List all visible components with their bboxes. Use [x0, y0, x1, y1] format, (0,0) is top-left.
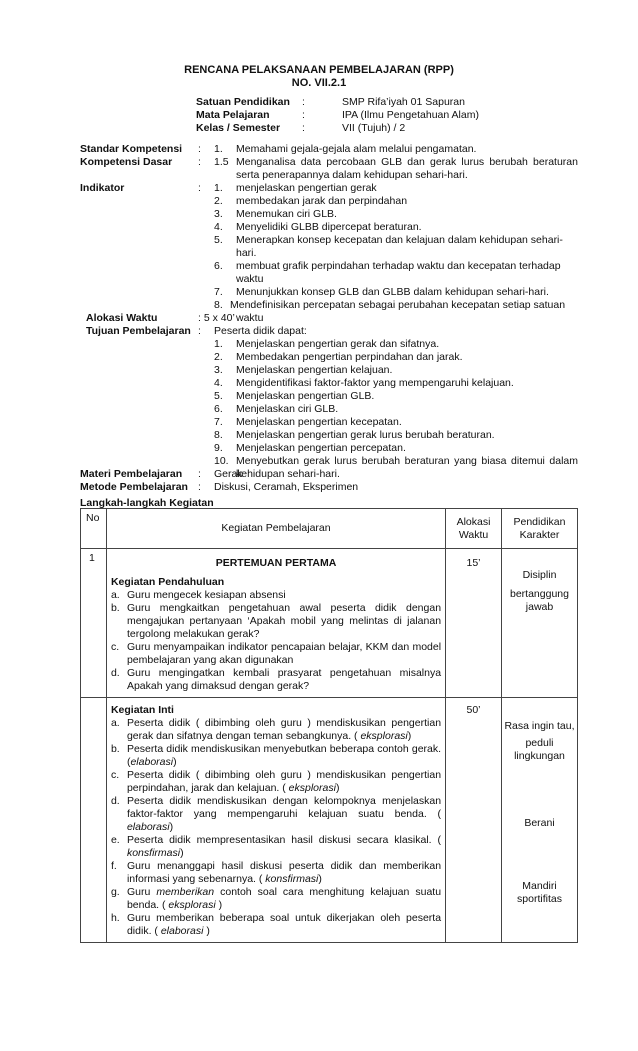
item-num: 9.	[214, 442, 223, 454]
item-marker: d.	[110, 667, 120, 679]
inti-time: 50’	[446, 698, 502, 943]
item-text-italic: eksplorasi	[360, 730, 408, 742]
item-num: 8.	[214, 429, 223, 441]
tujuan-item	[214, 455, 578, 481]
item-text-part: contoh soal cara menghitung kelajuan suatu benda. (	[126, 886, 442, 911]
item-num: 1.	[214, 338, 223, 350]
karakter-value: Rasa ingin tau,	[504, 720, 575, 732]
tujuan-item	[214, 416, 578, 429]
langkah-title: Langkah-langkah Kegiatan	[80, 497, 214, 509]
item-text-part: )	[407, 730, 412, 742]
materi-label: Materi Pembelajaran	[80, 468, 183, 480]
list-item	[111, 602, 441, 641]
item-text: Menyelidiki GLBB dipercepat beraturan.	[236, 221, 422, 233]
tujuan-item	[214, 429, 578, 442]
list-item	[111, 769, 441, 795]
list-item	[111, 834, 441, 860]
list-item	[111, 589, 441, 602]
header-no: No	[81, 509, 107, 549]
meta-sep: :	[302, 96, 305, 108]
document-number: NO. VII.2.1	[291, 77, 347, 89]
tujuan-item	[214, 442, 578, 455]
alokasi-label: Alokasi Waktu	[86, 312, 158, 324]
kompetensi-sep: :	[198, 156, 201, 168]
item-num: 6.	[214, 260, 223, 272]
item-text	[236, 455, 578, 481]
item-text-part: Guru	[126, 886, 151, 898]
indikator-list	[214, 182, 578, 325]
item-text-part: )	[335, 782, 340, 794]
item-num: 10.	[214, 455, 229, 467]
list-item	[111, 912, 441, 938]
item-text	[127, 860, 441, 886]
item-text: Menjelaskan pengertian GLB.	[236, 390, 375, 402]
meta-value-kelas: VII (Tujuh) / 2	[342, 122, 406, 134]
indikator-item	[214, 182, 578, 195]
item-text-part: )	[206, 925, 210, 937]
item-text: Menemukan ciri GLB.	[236, 208, 337, 220]
karakter-value: bertanggung jawab	[510, 588, 569, 613]
item-marker: g.	[110, 886, 120, 898]
item-text: Menunjukkan konsep GLB dan GLBB dalam kehidupan sehari-hari.	[236, 286, 549, 298]
item-text-italic: konsfirmasi	[126, 847, 181, 859]
pendahuluan-karakter	[501, 549, 577, 698]
tujuan-intro: Peserta didik dapat:	[214, 325, 307, 337]
item-text-part: )	[218, 899, 223, 911]
item-text	[127, 912, 441, 938]
list-item	[111, 886, 441, 912]
header-kegiatan: Kegiatan Pembelajaran	[106, 509, 445, 549]
item-text: Menjelaskan pengertian gerak lurus berubah beraturan.	[236, 429, 495, 441]
standar-label: Standar Kompetensi	[80, 143, 183, 155]
header-karakter: Pendidikan Karakter	[501, 509, 577, 549]
tujuan-label: Tujuan Pembelajaran	[86, 325, 191, 337]
item-text: membedakan jarak dan perpindahan	[236, 195, 408, 207]
item-marker: d.	[110, 795, 120, 807]
metode-sep: :	[198, 481, 201, 493]
indikator-label: Indikator	[80, 182, 125, 194]
inti-karakter	[501, 698, 577, 943]
item-text-part: Peserta didik mendiskusikan menyebutkan beberapa contoh gerak. (	[126, 743, 442, 768]
tujuan-item	[214, 338, 578, 351]
item-text	[236, 234, 578, 260]
karakter-value: Mandiri sportifitas	[517, 880, 562, 905]
item-text-line: Mendefinisikan percepatan sebagai perubahan kecepatan setiap satuan	[230, 299, 566, 311]
tujuan-item	[214, 351, 578, 364]
item-text-part: )	[169, 821, 174, 833]
tujuan-item	[214, 390, 578, 403]
indikator-item	[214, 260, 578, 286]
materi-value: Gerak	[214, 468, 243, 480]
pertemuan-title: PERTEMUAN PERTAMA	[215, 557, 337, 569]
item-text-line: waktu	[236, 312, 264, 324]
item-num: 2.	[214, 195, 223, 207]
item-text-italic: elaborasi	[126, 821, 170, 833]
inti-cell	[106, 698, 445, 943]
item-text-part: )	[173, 756, 177, 768]
item-text	[236, 260, 578, 286]
pendahuluan-cell	[106, 549, 445, 698]
table-header-row	[81, 509, 578, 549]
standar-sep: :	[198, 143, 201, 155]
meta-value-mapel: IPA (Ilmu Pengetahuan Alam)	[342, 109, 479, 121]
item-text-italic: elaborasi	[160, 925, 204, 937]
item-text: Menjelaskan pengertian percepatan.	[236, 442, 406, 454]
row-no-empty	[81, 698, 107, 943]
item-text-part: )	[180, 847, 184, 859]
item-text: menjelaskan pengertian gerak	[236, 182, 377, 194]
item-text: Mengidentifikasi faktor-faktor yang mempengaruhi kelajuan.	[236, 377, 514, 389]
metode-label: Metode Pembelajaran	[80, 481, 188, 493]
item-num: 8.	[214, 299, 223, 311]
tujuan-list	[214, 338, 578, 481]
item-text-italic: elaborasi	[130, 756, 174, 768]
item-marker: c.	[110, 769, 120, 781]
meta-label-kelas: Kelas / Semester	[196, 122, 281, 134]
standar-num: 1.	[214, 143, 223, 155]
item-marker: h.	[110, 912, 120, 924]
item-text: Guru mengecek kesiapan absensi	[126, 589, 286, 601]
item-text	[127, 795, 441, 834]
item-text-line: kehidupan sehari-hari.	[236, 468, 340, 480]
indikator-item	[214, 195, 578, 208]
item-text: Guru menyampaikan indikator pencapaian belajar, KKM dan model pembelajaran yang akan digunakan	[126, 641, 442, 666]
pendahuluan-time: 15’	[446, 549, 502, 698]
item-text: Menjelaskan pengertian gerak dan sifatnya.	[236, 338, 440, 350]
tujuan-item	[214, 403, 578, 416]
item-text	[127, 834, 441, 860]
item-text	[127, 886, 441, 912]
meta-label-mapel: Mata Pelajaran	[196, 109, 270, 121]
item-text: Menjelaskan pengertian kecepatan.	[236, 416, 402, 428]
item-text-part: Peserta didik mempresentasikan hasil diskusi secara klasikal. (	[126, 834, 442, 846]
item-text-line: hari.	[236, 247, 257, 259]
list-item	[111, 667, 441, 693]
list-item	[111, 795, 441, 834]
item-num: 1.	[214, 182, 223, 194]
item-text-part: Guru menanggapi hasil diskusi peserta didik dan memberikan informasi yang sebenarnya. (	[126, 860, 442, 885]
materi-sep: :	[198, 468, 201, 480]
table-row	[81, 698, 578, 943]
document-title: RENCANA PELAKSANAAN PEMBELAJARAN (RPP)	[184, 64, 454, 76]
item-marker: e.	[110, 834, 120, 846]
kompetensi-text-1: Menganalisa data percobaan GLB dan gerak lurus berubah beraturan	[236, 156, 578, 168]
kompetensi-label: Kompetensi Dasar	[80, 156, 173, 168]
indikator-item	[214, 234, 578, 260]
item-num: 5.	[214, 234, 223, 246]
item-marker: a.	[110, 589, 120, 601]
item-marker: f.	[110, 860, 117, 872]
item-num: 4.	[214, 221, 223, 233]
item-marker: c.	[110, 641, 120, 653]
item-text-part: )	[318, 873, 322, 885]
meta-value-satuan: SMP Rifa’iyah 01 Sapuran	[342, 96, 465, 108]
item-num: 5.	[214, 390, 223, 402]
list-item	[111, 743, 441, 769]
table-row	[81, 549, 578, 698]
karakter-value: peduli lingkungan	[514, 737, 565, 762]
item-text-line: Menerapkan konsep kecepatan dan kelajuan dalam kehidupan sehari-	[236, 234, 563, 246]
indikator-item	[214, 299, 578, 325]
item-text-line: Menyebutkan gerak lurus berubah beraturan yang biasa ditemui dalam	[236, 455, 578, 467]
item-num: 2.	[214, 351, 223, 363]
item-text: Menjelaskan ciri GLB.	[236, 403, 339, 415]
indikator-sep: :	[198, 182, 201, 194]
tujuan-item	[214, 364, 578, 377]
item-text-part: Peserta didik ( dibimbing oleh guru ) mendiskusikan pengertian gerak dan sifatnya dengan teman sebangkunya. (	[126, 717, 442, 742]
pendahuluan-title: Kegiatan Pendahuluan	[110, 576, 225, 588]
item-text: Guru mengingatkan kembali prasyarat pengetahuan misalnya Apakah yang dimaksud dengan gerak?	[126, 667, 442, 692]
item-text-line: membuat grafik perpindahan terhadap waktu dan kecepatan terhadap	[236, 260, 561, 272]
item-text	[127, 769, 441, 795]
item-text-italic: eksplorasi	[288, 782, 336, 794]
item-num: 4.	[214, 377, 223, 389]
item-text-part: Guru memberikan beberapa soal untuk dikerjakan oleh peserta didik. (	[126, 912, 442, 937]
item-text-italic: memberikan	[156, 886, 215, 898]
header-alokasi: Alokasi Waktu	[446, 509, 502, 549]
indikator-item	[214, 286, 578, 299]
item-marker: a.	[110, 717, 120, 729]
item-text-part: Peserta didik ( dibimbing oleh guru ) mendiskusikan pengertian perpindahan, jarak dan kelajuan. (	[126, 769, 442, 794]
item-text	[127, 743, 441, 769]
indikator-item	[214, 221, 578, 234]
alokasi-value: : 5 x 40’	[198, 312, 235, 324]
item-num: 7.	[214, 416, 223, 428]
inti-title: Kegiatan Inti	[110, 704, 174, 716]
meta-sep: :	[302, 109, 305, 121]
metode-value: Diskusi, Ceramah, Eksperimen	[214, 481, 359, 493]
item-text	[127, 717, 441, 743]
item-num: 6.	[214, 403, 223, 415]
item-text-line: waktu	[236, 273, 264, 285]
indikator-item	[214, 208, 578, 221]
item-marker: b.	[110, 743, 120, 755]
row-no: 1	[81, 549, 107, 698]
item-text: Membedakan pengertian perpindahan dan jarak.	[236, 351, 463, 363]
item-marker: b.	[110, 602, 120, 614]
karakter-value: Disiplin	[522, 569, 557, 581]
item-text	[230, 299, 578, 325]
kompetensi-text-2: serta penerapannya dalam kehidupan sehari-hari.	[236, 169, 468, 181]
item-text-part: Peserta didik mendiskusikan dengan kelompoknya menjelaskan faktor-faktor yang mempengaruhi kelajuan suatu benda. (	[126, 795, 442, 820]
tujuan-item	[214, 377, 578, 390]
list-item	[111, 860, 441, 886]
item-text-italic: eksplorasi	[168, 899, 216, 911]
kegiatan-table	[80, 508, 578, 943]
standar-text: Memahami gejala-gejala alam melalui pengamatan.	[236, 143, 477, 155]
meta-label-satuan: Satuan Pendidikan	[196, 96, 290, 108]
list-item	[111, 717, 441, 743]
karakter-value: Berani	[524, 817, 555, 829]
item-text: Menjelaskan pengertian kelajuan.	[236, 364, 393, 376]
kompetensi-num: 1.5	[214, 156, 229, 168]
item-text-italic: konsfirmasi	[265, 873, 319, 885]
meta-sep: :	[302, 122, 305, 134]
item-text: Guru mengkaitkan pengetahuan awal peserta didik dengan mengajukan pertanyaan ‘Apakah mobil yang melintas di jalanan tergolong melakukan gerak?	[126, 602, 442, 640]
tujuan-sep: :	[198, 325, 201, 337]
item-num: 3.	[214, 364, 223, 376]
item-num: 7.	[214, 286, 223, 298]
list-item	[111, 641, 441, 667]
item-num: 3.	[214, 208, 223, 220]
